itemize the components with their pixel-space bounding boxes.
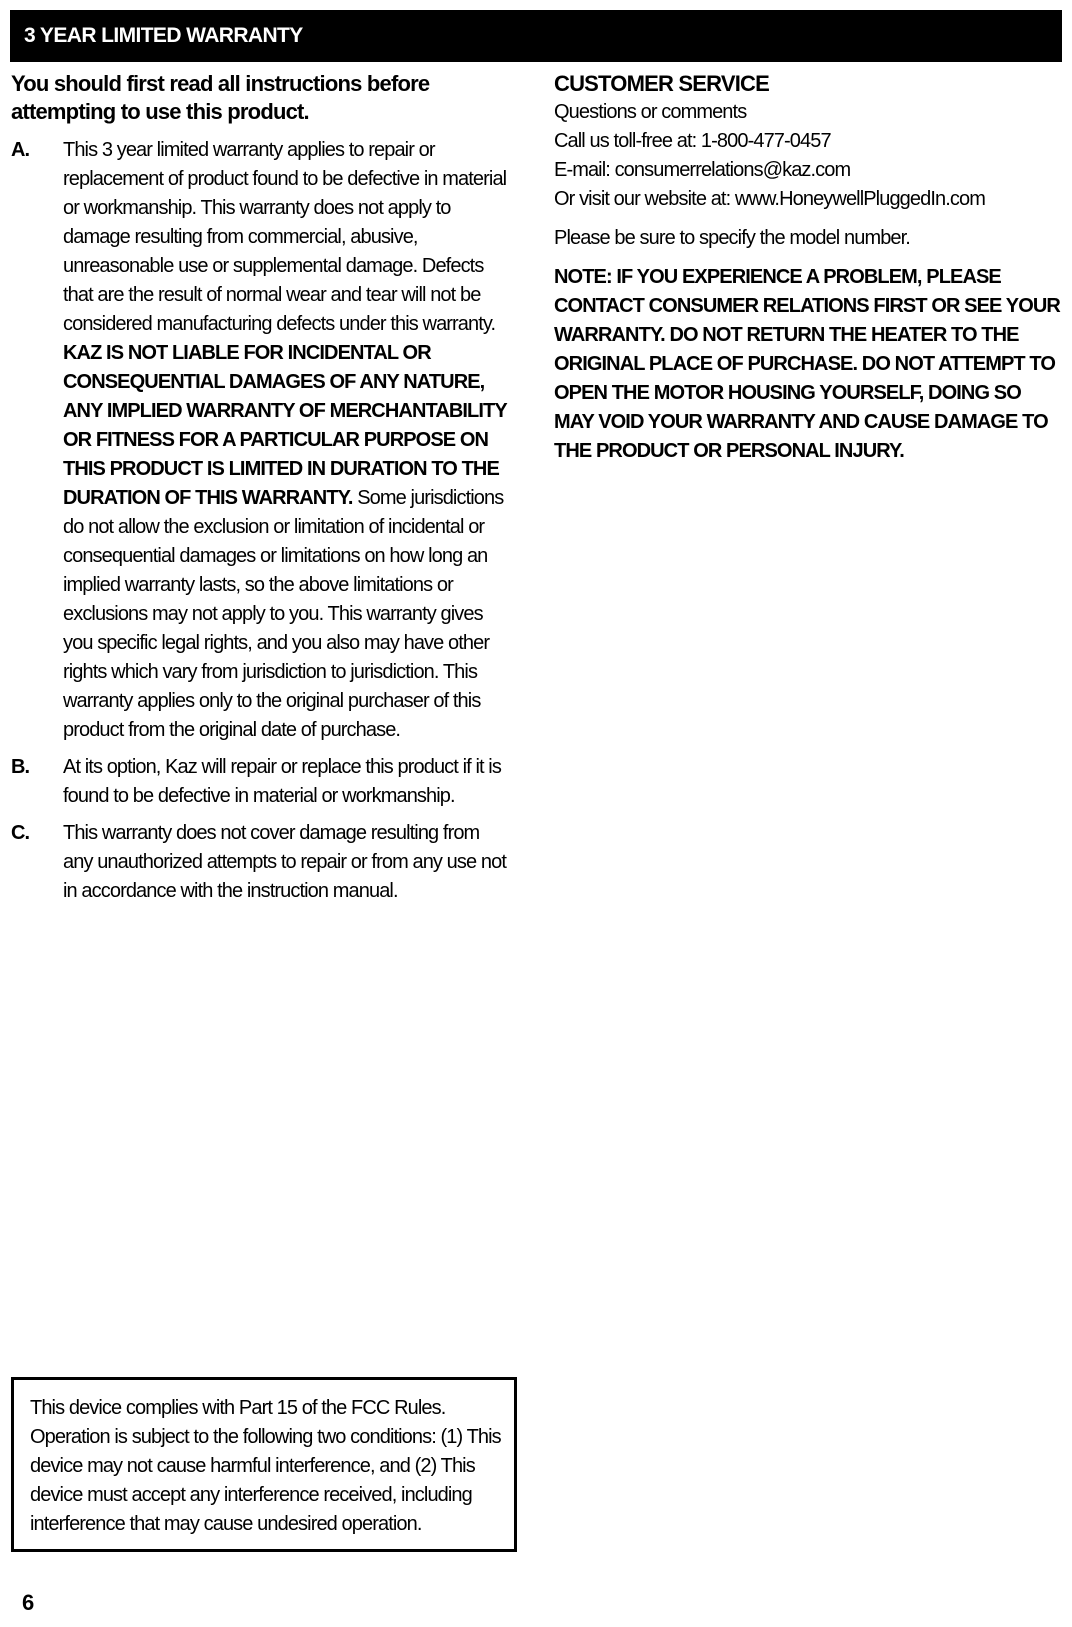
item-a-jurisdiction-text: Some jurisdictions do not allow the exclusion or limitation of incidental or consequential damages or limitations on how long an implied warranty lasts, so the above limitations or exclusions may not apply to you. This warranty gives you specific legal rights, and you also may have other rights which vary from jurisdiction to jurisdiction. This warranty applies only to the original purchaser of this product from the original date of purchase.: [63, 487, 504, 741]
fcc-compliance-box: [11, 1377, 517, 1552]
item-b-text: At its option, Kaz will repair or replace this product if it is found to be defective in material or workmanship.: [63, 756, 501, 807]
item-marker: A.: [11, 139, 30, 161]
problem-note: NOTE: IF YOU EXPERIENCE A PROBLEM, PLEASE CONTACT CONSUMER RELATIONS FIRST OR SEE YOUR WARRANTY. DO NOT RETURN THE HEATER TO THE ORIGINAL PLACE OF PURCHASE. DO NOT ATTEMPT TO OPEN THE MOTOR HOUSING YOURSELF, DOING SO MAY VOID YOUR WARRANTY AND CAUSE DAMAGE TO THE PRODUCT OR PERSONAL INJURY.: [554, 266, 1060, 462]
customer-service-column: [554, 70, 1064, 466]
item-marker: B.: [11, 756, 30, 778]
warranty-title: 3 YEAR LIMITED WARRANTY: [24, 24, 303, 47]
page-number: 6: [22, 1590, 35, 1615]
item-marker: C.: [11, 822, 30, 844]
item-a-text: This 3 year limited warranty applies to repair or replacement of product found to be defective in material or workmanship. This warranty does not apply to damage resulting from commercial, abusive, unreasonable use or supplemental damage. Defects that are the result of normal wear and tear will not be considered manufacturing defects under this warranty.: [63, 139, 507, 335]
customer-service-phone: Call us toll-free at: 1-800-477-0457: [554, 130, 831, 152]
customer-service-website: Or visit our website at: www.HoneywellPluggedIn.com: [554, 188, 985, 210]
model-number-note: Please be sure to specify the model number.: [554, 227, 910, 249]
warranty-intro: You should first read all instructions before attempting to use this product.: [11, 71, 430, 124]
item-c-text: This warranty does not cover damage resulting from any unauthorized attempts to repair or from any use not in accordance with the instruction manual.: [63, 822, 506, 902]
warranty-item-a: [11, 136, 511, 745]
warranty-item-b: [11, 753, 511, 811]
warranty-header-bar: [10, 10, 1062, 62]
fcc-text: This device complies with Part 15 of the FCC Rules. Operation is subject to the following two conditions: (1) This device may not cause harmful interference, and (2) This device must accept any interference received, including interference that may cause undesired operation.: [30, 1397, 501, 1535]
customer-service-email: E-mail: consumerrelations@kaz.com: [554, 159, 851, 181]
customer-service-questions: Questions or comments: [554, 101, 747, 123]
customer-service-title: CUSTOMER SERVICE: [554, 71, 769, 96]
warranty-column: [11, 70, 511, 914]
item-a-liability-text: KAZ IS NOT LIABLE FOR INCIDENTAL OR CONSEQUENTIAL DAMAGES OF ANY NATURE, ANY IMPLIED WARRANTY OF MERCHANTABILITY OR FITNESS FOR A PARTICULAR PURPOSE ON THIS PRODUCT IS LIMITED IN DURATION TO THE DURATION OF THIS WARRANTY.: [63, 342, 507, 509]
warranty-item-c: [11, 819, 511, 906]
